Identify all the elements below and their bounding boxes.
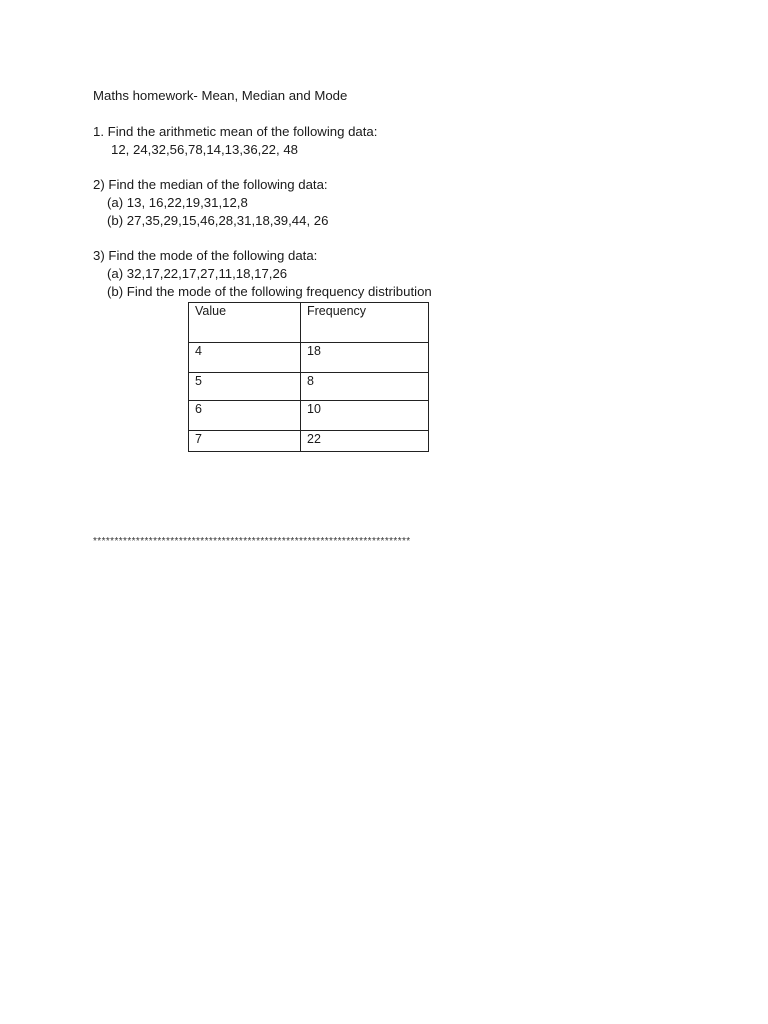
- table-cell-value: 5: [189, 373, 301, 401]
- question-3-part-b: (b) Find the mode of the following frequency distribution: [107, 284, 432, 299]
- question-1-data: 12, 24,32,56,78,14,13,36,22, 48: [111, 142, 298, 157]
- table-row: [189, 343, 429, 373]
- question-2-part-a: (a) 13, 16,22,19,31,12,8: [107, 195, 248, 210]
- page-title: Maths homework- Mean, Median and Mode: [93, 88, 348, 103]
- question-2-part-b: (b) 27,35,29,15,46,28,31,18,39,44, 26: [107, 213, 329, 228]
- frequency-table: [188, 302, 429, 452]
- table-cell-frequency: 22: [301, 431, 429, 452]
- table-cell-frequency: 18: [301, 343, 429, 373]
- table-header-value: Value: [189, 303, 301, 343]
- table-cell-value: 6: [189, 401, 301, 431]
- table-cell-value: 4: [189, 343, 301, 373]
- question-1-prompt: 1. Find the arithmetic mean of the following data:: [93, 124, 378, 139]
- table-row: [189, 431, 429, 452]
- table-cell-frequency: 10: [301, 401, 429, 431]
- question-3-prompt: 3) Find the mode of the following data:: [93, 248, 318, 263]
- table-cell-value: 7: [189, 431, 301, 452]
- table-row: [189, 401, 429, 431]
- table-header-row: [189, 303, 429, 343]
- table-cell-frequency: 8: [301, 373, 429, 401]
- table-row: [189, 373, 429, 401]
- question-2-prompt: 2) Find the median of the following data:: [93, 177, 328, 192]
- table-header-frequency: Frequency: [301, 303, 429, 343]
- question-3-part-a: (a) 32,17,22,17,27,11,18,17,26: [107, 266, 288, 281]
- asterisk-separator: **************************************************************************: [93, 536, 411, 547]
